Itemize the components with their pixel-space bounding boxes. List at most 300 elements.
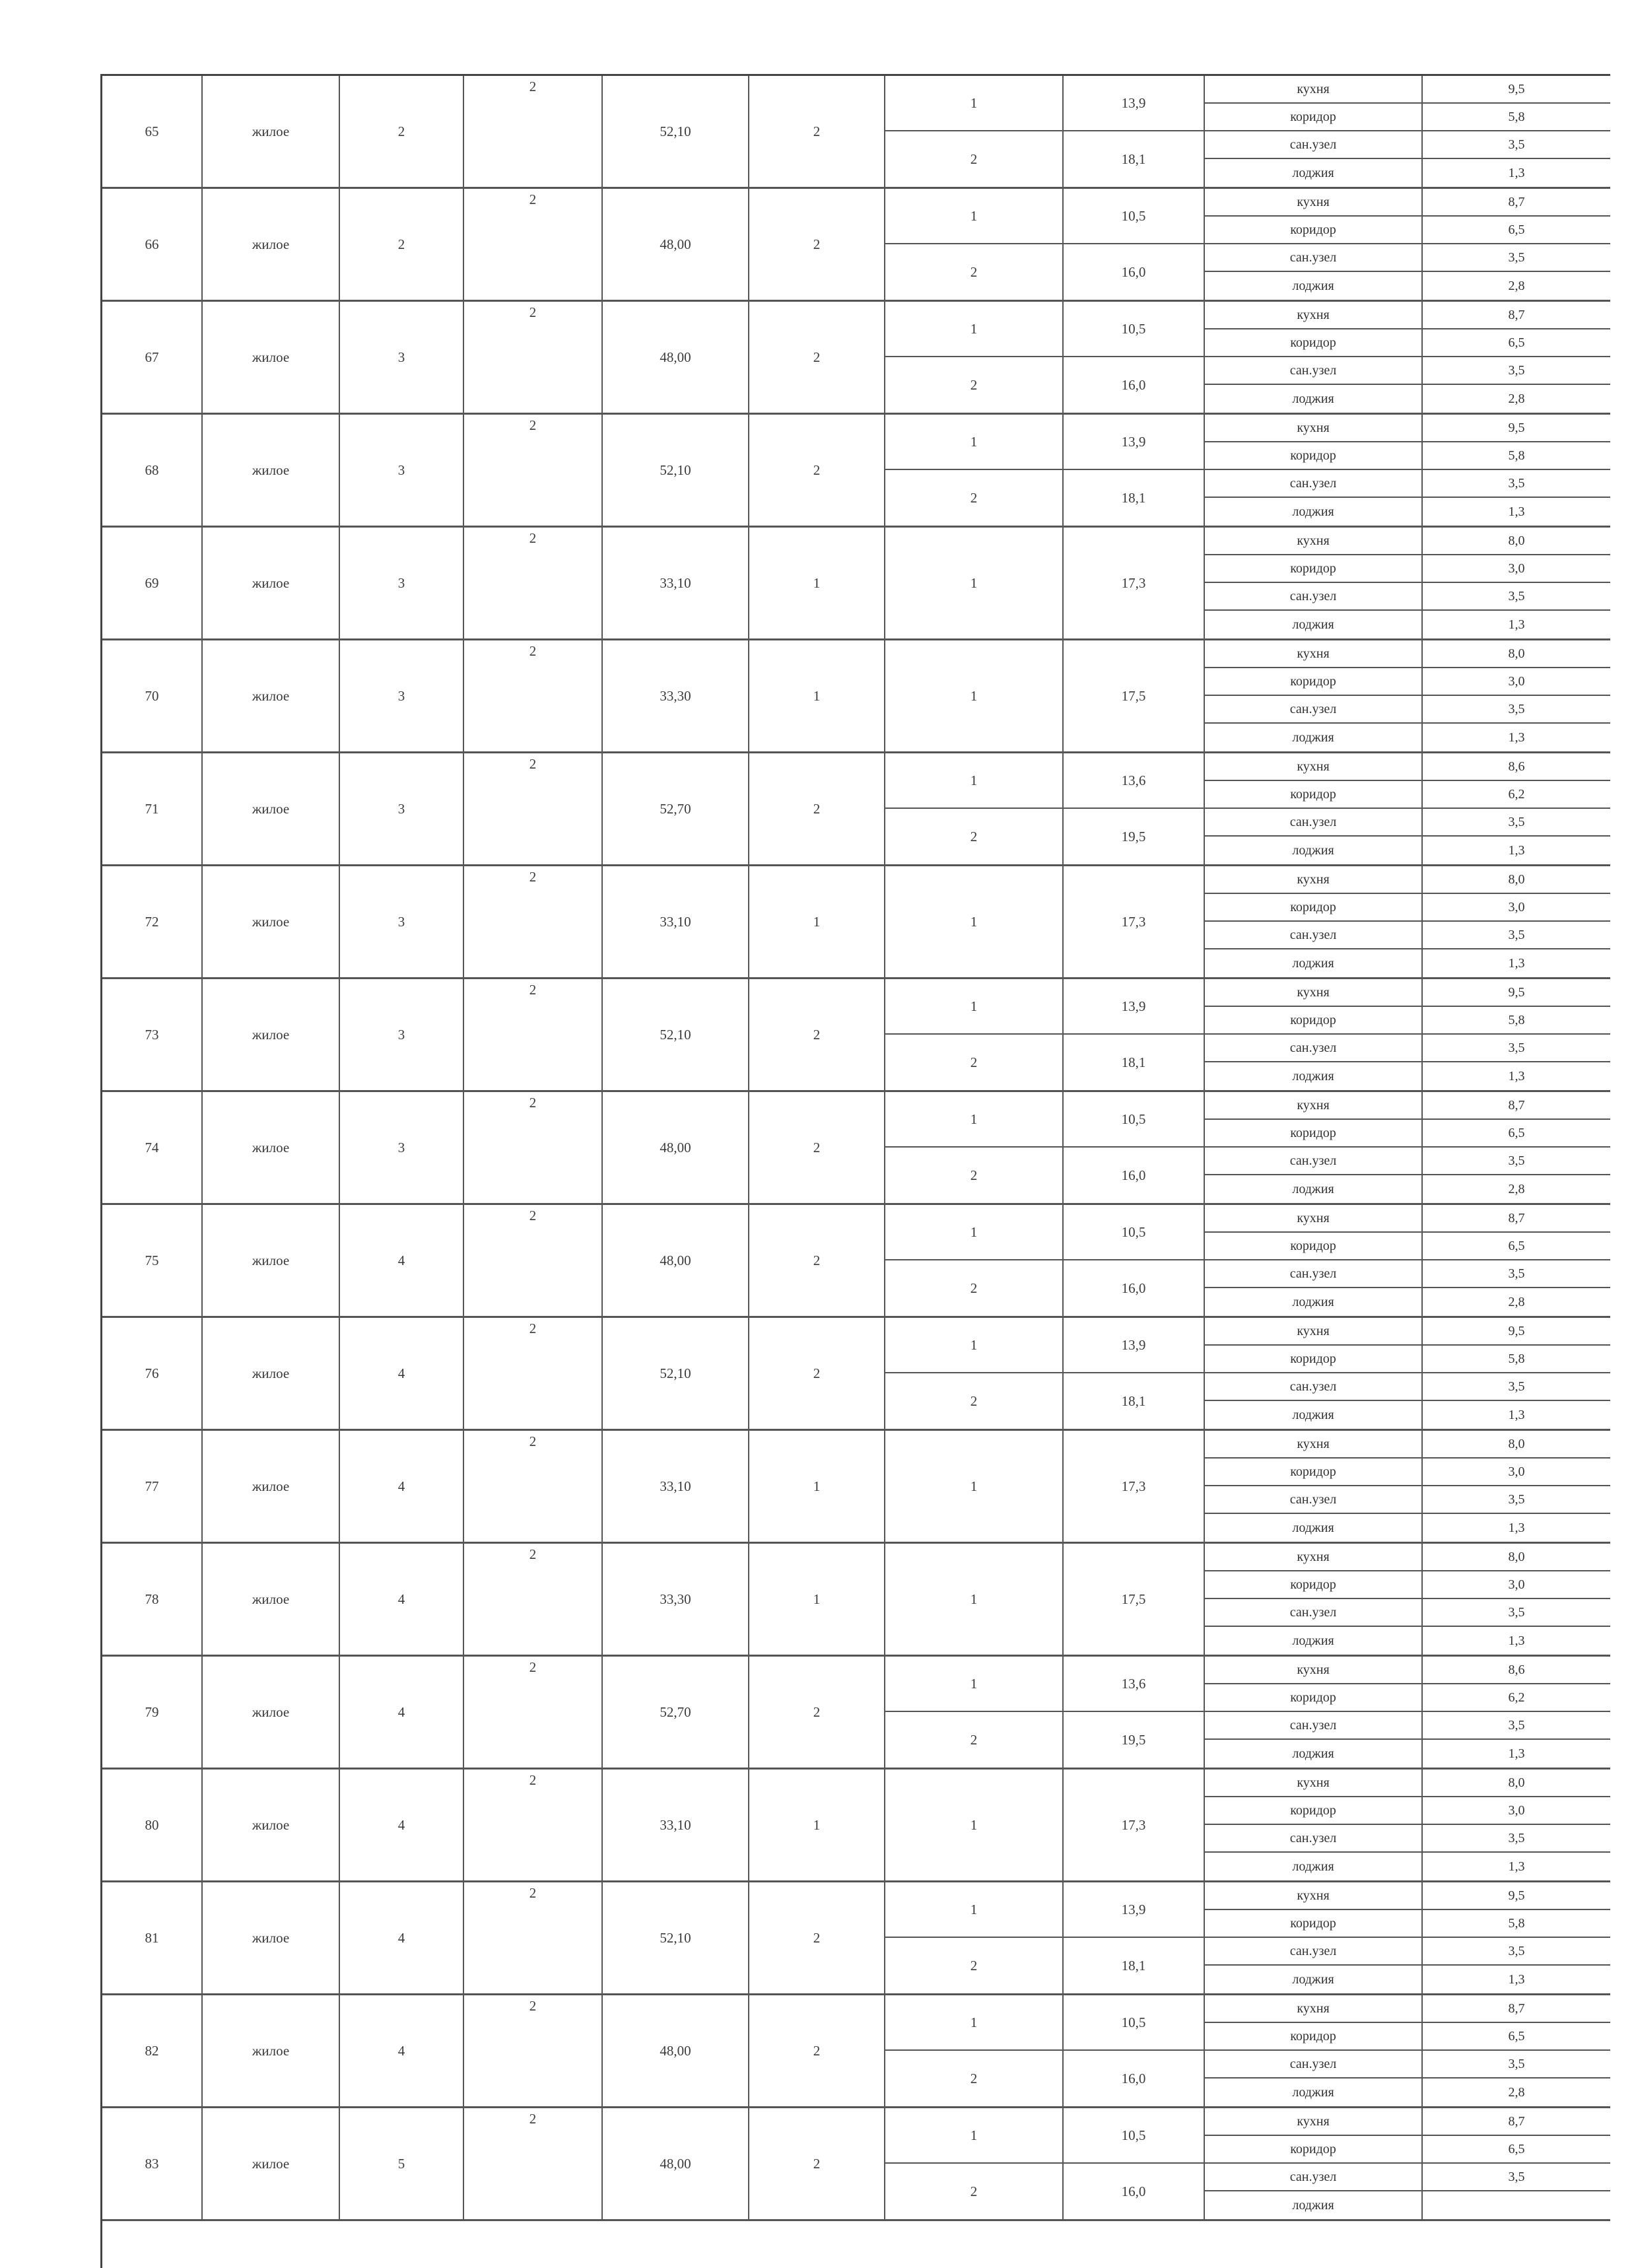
- room-area: 13,6: [1064, 1657, 1205, 1711]
- auxiliary-rooms: [1205, 1882, 1610, 1993]
- auxiliary-room-name: сан.узел: [1205, 696, 1423, 722]
- auxiliary-room-name: сан.узел: [1205, 470, 1423, 497]
- room-area: 17,5: [1064, 1544, 1205, 1655]
- apartment-row: [102, 1205, 1610, 1318]
- auxiliary-room-name: сан.узел: [1205, 1035, 1423, 1061]
- auxiliary-room-name: сан.узел: [1205, 2051, 1423, 2077]
- auxiliary-room-name: коридор: [1205, 2136, 1423, 2162]
- auxiliary-room: [1205, 528, 1610, 555]
- floor-cell: [464, 1092, 603, 1203]
- room-number: 2: [885, 809, 1064, 864]
- auxiliary-room: [1205, 1599, 1610, 1627]
- floor-cell: [464, 76, 603, 187]
- living-room: [885, 1318, 1205, 1373]
- room-area: 13,9: [1064, 415, 1205, 469]
- premise-type: жилое: [203, 979, 340, 1090]
- auxiliary-room-name: кухня: [1205, 1995, 1423, 2022]
- room-area: 17,3: [1064, 1431, 1205, 1542]
- floor-number: 2: [529, 1772, 537, 1788]
- entrance-number: 4: [340, 1544, 464, 1655]
- auxiliary-room-area: 3,5: [1508, 362, 1525, 378]
- entrance-number: 5: [340, 2108, 464, 2219]
- auxiliary-room: [1205, 1853, 1610, 1880]
- entrance-number: 4: [340, 1770, 464, 1880]
- rooms-count: 2: [749, 753, 885, 864]
- auxiliary-room-name: сан.узел: [1205, 922, 1423, 948]
- room-area: 13,9: [1064, 1882, 1205, 1937]
- auxiliary-room: [1205, 1260, 1610, 1288]
- premise-type: жилое: [203, 76, 340, 187]
- living-room: [885, 470, 1205, 526]
- auxiliary-room-name: коридор: [1205, 1459, 1423, 1485]
- room-area: 16,0: [1064, 2164, 1205, 2219]
- auxiliary-room: [1205, 1205, 1610, 1233]
- auxiliary-room: [1205, 949, 1610, 977]
- auxiliary-rooms: [1205, 528, 1610, 638]
- auxiliary-room: [1205, 583, 1610, 611]
- auxiliary-room-area: 1,3: [1508, 842, 1525, 858]
- floor-cell: [464, 2108, 603, 2219]
- room-area: 16,0: [1064, 1260, 1205, 1316]
- auxiliary-room: [1205, 1657, 1610, 1684]
- auxiliary-room-area: 3,5: [1508, 1830, 1525, 1845]
- apartment-number: 81: [102, 1882, 203, 1993]
- auxiliary-rooms: [1205, 76, 1610, 187]
- auxiliary-room-area: 3,5: [1508, 137, 1525, 152]
- apartment-number: 83: [102, 2108, 203, 2219]
- auxiliary-room-area: 8,7: [1508, 2113, 1525, 2129]
- auxiliary-room-area: 3,5: [1508, 927, 1525, 942]
- floor-cell: [464, 979, 603, 1090]
- rooms-count: 2: [749, 1318, 885, 1429]
- auxiliary-room-name: кухня: [1205, 1205, 1423, 1231]
- auxiliary-room: [1205, 1175, 1610, 1203]
- room-area: 16,0: [1064, 244, 1205, 300]
- auxiliary-room-area: 3,5: [1508, 2169, 1525, 2184]
- auxiliary-room: [1205, 2079, 1610, 2106]
- auxiliary-rooms: [1205, 640, 1610, 751]
- auxiliary-room-area: 3,5: [1508, 1943, 1525, 1958]
- total-area: 52,10: [603, 415, 749, 526]
- premise-type: жилое: [203, 1882, 340, 1993]
- room-number: 2: [885, 470, 1064, 526]
- total-area: 52,10: [603, 76, 749, 187]
- auxiliary-room-area: 3,5: [1508, 1040, 1525, 1055]
- auxiliary-room-name: кухня: [1205, 1770, 1423, 1796]
- auxiliary-room-area: 3,0: [1508, 1577, 1525, 1592]
- floor-number: 2: [529, 1885, 537, 1901]
- auxiliary-room: [1205, 1288, 1610, 1316]
- auxiliary-room: [1205, 385, 1610, 413]
- room-area: 17,3: [1064, 866, 1205, 977]
- room-area: 17,3: [1064, 528, 1205, 638]
- auxiliary-room-area: 9,5: [1508, 1888, 1525, 1903]
- premise-type: жилое: [203, 189, 340, 300]
- auxiliary-room-name: кухня: [1205, 640, 1423, 667]
- auxiliary-room: [1205, 1431, 1610, 1459]
- premise-type: жилое: [203, 2108, 340, 2219]
- living-room: [885, 866, 1205, 977]
- room-area: 16,0: [1064, 357, 1205, 413]
- auxiliary-room-area: 8,0: [1508, 646, 1525, 661]
- auxiliary-room-name: кухня: [1205, 189, 1423, 215]
- auxiliary-room: [1205, 1318, 1610, 1346]
- floor-cell: [464, 1318, 603, 1429]
- auxiliary-room-area: 6,5: [1508, 222, 1525, 237]
- total-area: 48,00: [603, 1205, 749, 1316]
- room-number: 1: [885, 1995, 1064, 2049]
- auxiliary-room-area: 3,0: [1508, 673, 1525, 689]
- living-room: [885, 753, 1205, 809]
- living-room: [885, 2164, 1205, 2219]
- auxiliary-room-area: 1,3: [1508, 1859, 1525, 1874]
- apartment-row: [102, 1092, 1610, 1205]
- auxiliary-room: [1205, 1459, 1610, 1486]
- apartment-row: [102, 640, 1610, 753]
- living-room: [885, 2108, 1205, 2164]
- living-rooms: [885, 415, 1205, 526]
- room-number: 2: [885, 2051, 1064, 2106]
- auxiliary-room: [1205, 894, 1610, 922]
- living-room: [885, 528, 1205, 638]
- room-number: 2: [885, 1938, 1064, 1993]
- premise-type: жилое: [203, 415, 340, 526]
- room-number: 1: [885, 1770, 1064, 1880]
- floor-number: 2: [529, 1546, 537, 1562]
- living-rooms: [885, 866, 1205, 977]
- apartment-row: [102, 753, 1610, 866]
- premise-type: жилое: [203, 302, 340, 413]
- auxiliary-room-area: 9,5: [1508, 984, 1525, 1000]
- entrance-number: 3: [340, 866, 464, 977]
- rooms-count: 2: [749, 189, 885, 300]
- auxiliary-room-area: 1,3: [1508, 1068, 1525, 1083]
- floor-cell: [464, 753, 603, 864]
- auxiliary-room: [1205, 1148, 1610, 1175]
- auxiliary-room: [1205, 1544, 1610, 1571]
- apartment-number: 82: [102, 1995, 203, 2106]
- room-area: 18,1: [1064, 131, 1205, 187]
- floor-cell: [464, 528, 603, 638]
- rooms-count: 2: [749, 415, 885, 526]
- living-room: [885, 357, 1205, 413]
- living-rooms: [885, 640, 1205, 751]
- rooms-count: 2: [749, 76, 885, 187]
- auxiliary-rooms: [1205, 1092, 1610, 1203]
- room-area: 18,1: [1064, 1035, 1205, 1090]
- entrance-number: 3: [340, 1092, 464, 1203]
- auxiliary-room-name: коридор: [1205, 555, 1423, 582]
- auxiliary-room: [1205, 76, 1610, 104]
- auxiliary-rooms: [1205, 1770, 1610, 1880]
- auxiliary-rooms: [1205, 415, 1610, 526]
- auxiliary-room: [1205, 217, 1610, 244]
- total-area: 52,70: [603, 753, 749, 864]
- living-rooms: [885, 1770, 1205, 1880]
- auxiliary-room: [1205, 922, 1610, 949]
- premise-type: жилое: [203, 1544, 340, 1655]
- total-area: 52,70: [603, 1657, 749, 1768]
- auxiliary-room: [1205, 302, 1610, 329]
- entrance-number: 4: [340, 1318, 464, 1429]
- auxiliary-room-area: 8,0: [1508, 533, 1525, 548]
- auxiliary-room-area: 8,7: [1508, 1210, 1525, 1225]
- auxiliary-room-name: кухня: [1205, 1882, 1423, 1909]
- room-number: 2: [885, 357, 1064, 413]
- auxiliary-room-area: 3,0: [1508, 1803, 1525, 1818]
- auxiliary-room-area: 9,5: [1508, 1323, 1525, 1338]
- apartment-row: [102, 1882, 1610, 1995]
- apartment-number: 75: [102, 1205, 203, 1316]
- auxiliary-rooms: [1205, 1205, 1610, 1316]
- entrance-number: 3: [340, 415, 464, 526]
- room-number: 1: [885, 979, 1064, 1033]
- entrance-number: 2: [340, 76, 464, 187]
- auxiliary-room-name: сан.узел: [1205, 357, 1423, 384]
- apartment-number: 67: [102, 302, 203, 413]
- rooms-count: 2: [749, 1092, 885, 1203]
- auxiliary-room-name: лоджия: [1205, 1514, 1423, 1542]
- room-number: 2: [885, 244, 1064, 300]
- auxiliary-room-area: 5,8: [1508, 1351, 1525, 1366]
- apartment-table: [100, 74, 1610, 2268]
- auxiliary-room-name: коридор: [1205, 668, 1423, 695]
- auxiliary-room: [1205, 809, 1610, 837]
- entrance-number: 3: [340, 753, 464, 864]
- auxiliary-room: [1205, 753, 1610, 781]
- living-rooms: [885, 979, 1205, 1090]
- auxiliary-room-name: коридор: [1205, 894, 1423, 920]
- auxiliary-room-area: 6,5: [1508, 2028, 1525, 2044]
- total-area: 48,00: [603, 189, 749, 300]
- auxiliary-rooms: [1205, 189, 1610, 300]
- auxiliary-room-name: сан.узел: [1205, 1712, 1423, 1738]
- auxiliary-room-name: коридор: [1205, 104, 1423, 130]
- auxiliary-room-area: 3,5: [1508, 475, 1525, 491]
- auxiliary-room-area: 1,3: [1508, 730, 1525, 745]
- living-room: [885, 979, 1205, 1035]
- auxiliary-room: [1205, 1938, 1610, 1966]
- auxiliary-room-name: лоджия: [1205, 1740, 1423, 1768]
- total-area: 33,30: [603, 1544, 749, 1655]
- living-room: [885, 1431, 1205, 1542]
- auxiliary-room-name: коридор: [1205, 1346, 1423, 1372]
- auxiliary-room: [1205, 1712, 1610, 1740]
- auxiliary-room-area: 3,0: [1508, 1464, 1525, 1479]
- room-number: 1: [885, 1318, 1064, 1372]
- living-rooms: [885, 753, 1205, 864]
- auxiliary-room-area: [1423, 2191, 1610, 2219]
- auxiliary-room-name: коридор: [1205, 442, 1423, 469]
- room-area: 10,5: [1064, 1205, 1205, 1259]
- floor-cell: [464, 1657, 603, 1768]
- auxiliary-room-name: сан.узел: [1205, 2164, 1423, 2190]
- auxiliary-room: [1205, 1627, 1610, 1655]
- living-room: [885, 76, 1205, 131]
- apartment-row: [102, 76, 1610, 189]
- room-number: 1: [885, 76, 1064, 130]
- apartment-number: 69: [102, 528, 203, 638]
- auxiliary-room-area: 8,0: [1508, 872, 1525, 887]
- room-area: 10,5: [1064, 1995, 1205, 2049]
- auxiliary-room-name: лоджия: [1205, 1288, 1423, 1316]
- living-room: [885, 1148, 1205, 1203]
- room-number: 1: [885, 753, 1064, 808]
- auxiliary-room-name: лоджия: [1205, 1175, 1423, 1203]
- premise-type: жилое: [203, 1995, 340, 2106]
- room-number: 1: [885, 1657, 1064, 1711]
- entrance-number: 3: [340, 640, 464, 751]
- auxiliary-room-area: 3,5: [1508, 1604, 1525, 1620]
- auxiliary-room-name: лоджия: [1205, 611, 1423, 638]
- premise-type: жилое: [203, 1318, 340, 1429]
- auxiliary-room-area: 2,8: [1508, 391, 1525, 406]
- rooms-count: 1: [749, 528, 885, 638]
- auxiliary-room: [1205, 1797, 1610, 1825]
- room-number: 1: [885, 1205, 1064, 1259]
- auxiliary-room: [1205, 611, 1610, 638]
- auxiliary-room: [1205, 1401, 1610, 1429]
- auxiliary-room: [1205, 2164, 1610, 2191]
- living-rooms: [885, 1092, 1205, 1203]
- room-area: 18,1: [1064, 1938, 1205, 1993]
- auxiliary-room: [1205, 498, 1610, 526]
- room-number: 2: [885, 131, 1064, 187]
- auxiliary-room-name: кухня: [1205, 76, 1423, 102]
- rooms-count: 1: [749, 640, 885, 751]
- floor-number: 2: [529, 1433, 537, 1449]
- auxiliary-room-area: 3,5: [1508, 1492, 1525, 1507]
- auxiliary-room-name: кухня: [1205, 979, 1423, 1006]
- entrance-number: 2: [340, 189, 464, 300]
- room-number: 1: [885, 1544, 1064, 1655]
- auxiliary-room-name: кухня: [1205, 866, 1423, 893]
- auxiliary-rooms: [1205, 753, 1610, 864]
- living-room: [885, 1657, 1205, 1712]
- auxiliary-room-area: 2,8: [1508, 1294, 1525, 1309]
- total-area: 33,10: [603, 528, 749, 638]
- auxiliary-room-name: лоджия: [1205, 1853, 1423, 1880]
- apartment-number: 70: [102, 640, 203, 751]
- apartment-row: [102, 1770, 1610, 1882]
- auxiliary-room-name: кухня: [1205, 1318, 1423, 1344]
- total-area: 52,10: [603, 1318, 749, 1429]
- auxiliary-room-name: кухня: [1205, 1544, 1423, 1570]
- apartment-number: 72: [102, 866, 203, 977]
- auxiliary-room: [1205, 640, 1610, 668]
- auxiliary-room-area: 8,7: [1508, 1097, 1525, 1113]
- auxiliary-room: [1205, 1007, 1610, 1035]
- total-area: 33,10: [603, 866, 749, 977]
- auxiliary-rooms: [1205, 1657, 1610, 1768]
- room-number: 1: [885, 1431, 1064, 1542]
- auxiliary-room-area: 6,2: [1508, 786, 1525, 802]
- auxiliary-room-name: коридор: [1205, 1910, 1423, 1937]
- auxiliary-room: [1205, 1514, 1610, 1542]
- auxiliary-room: [1205, 1233, 1610, 1260]
- auxiliary-room-name: лоджия: [1205, 159, 1423, 187]
- living-rooms: [885, 1657, 1205, 1768]
- auxiliary-room-area: 6,5: [1508, 1125, 1525, 1140]
- auxiliary-room: [1205, 2108, 1610, 2136]
- auxiliary-rooms: [1205, 1318, 1610, 1429]
- auxiliary-room-area: 1,3: [1508, 1972, 1525, 1987]
- apartment-row: [102, 866, 1610, 979]
- auxiliary-room: [1205, 555, 1610, 583]
- apartment-row: [102, 1995, 1610, 2108]
- living-room: [885, 415, 1205, 470]
- auxiliary-room: [1205, 357, 1610, 385]
- auxiliary-room-area: 6,5: [1508, 335, 1525, 350]
- living-room: [885, 1938, 1205, 1993]
- apartment-number: 65: [102, 76, 203, 187]
- auxiliary-room-name: кухня: [1205, 302, 1423, 328]
- living-room: [885, 1712, 1205, 1768]
- auxiliary-room-name: лоджия: [1205, 837, 1423, 864]
- living-rooms: [885, 1318, 1205, 1429]
- auxiliary-room: [1205, 979, 1610, 1007]
- room-area: 19,5: [1064, 809, 1205, 864]
- apartment-row: [102, 528, 1610, 640]
- auxiliary-room: [1205, 696, 1610, 724]
- room-area: 13,9: [1064, 979, 1205, 1033]
- premise-type: жилое: [203, 1657, 340, 1768]
- floor-number: 2: [529, 1095, 537, 1111]
- room-area: 19,5: [1064, 1712, 1205, 1768]
- floor-number: 2: [529, 2111, 537, 2127]
- auxiliary-room-name: кухня: [1205, 753, 1423, 780]
- living-rooms: [885, 1995, 1205, 2106]
- auxiliary-room: [1205, 1062, 1610, 1090]
- auxiliary-room-name: коридор: [1205, 1684, 1423, 1711]
- auxiliary-rooms: [1205, 979, 1610, 1090]
- living-room: [885, 1035, 1205, 1090]
- room-area: 16,0: [1064, 2051, 1205, 2106]
- auxiliary-room-area: 1,3: [1508, 1520, 1525, 1535]
- total-area: 52,10: [603, 979, 749, 1090]
- auxiliary-room-name: сан.узел: [1205, 809, 1423, 835]
- auxiliary-room-area: 5,8: [1508, 1012, 1525, 1027]
- auxiliary-room-name: кухня: [1205, 415, 1423, 441]
- auxiliary-room: [1205, 1910, 1610, 1938]
- entrance-number: 3: [340, 302, 464, 413]
- apartment-number: 78: [102, 1544, 203, 1655]
- rooms-count: 1: [749, 866, 885, 977]
- auxiliary-room-area: 8,7: [1508, 2001, 1525, 2016]
- auxiliary-rooms: [1205, 1431, 1610, 1542]
- room-number: 1: [885, 415, 1064, 469]
- auxiliary-room-name: коридор: [1205, 1571, 1423, 1598]
- apartment-number: 79: [102, 1657, 203, 1768]
- room-area: 13,6: [1064, 753, 1205, 808]
- premise-type: жилое: [203, 1431, 340, 1542]
- room-number: 2: [885, 1035, 1064, 1090]
- rooms-count: 2: [749, 1882, 885, 1993]
- auxiliary-room-name: коридор: [1205, 1120, 1423, 1146]
- room-number: 2: [885, 1373, 1064, 1429]
- room-area: 10,5: [1064, 189, 1205, 243]
- floor-number: 2: [529, 1998, 537, 2014]
- auxiliary-room: [1205, 781, 1610, 809]
- premise-type: жилое: [203, 866, 340, 977]
- rooms-count: 2: [749, 979, 885, 1090]
- floor-cell: [464, 1770, 603, 1880]
- floor-number: 2: [529, 417, 537, 433]
- auxiliary-room: [1205, 1684, 1610, 1712]
- room-number: 1: [885, 2108, 1064, 2162]
- auxiliary-room-name: лоджия: [1205, 498, 1423, 526]
- rooms-count: 1: [749, 1431, 885, 1542]
